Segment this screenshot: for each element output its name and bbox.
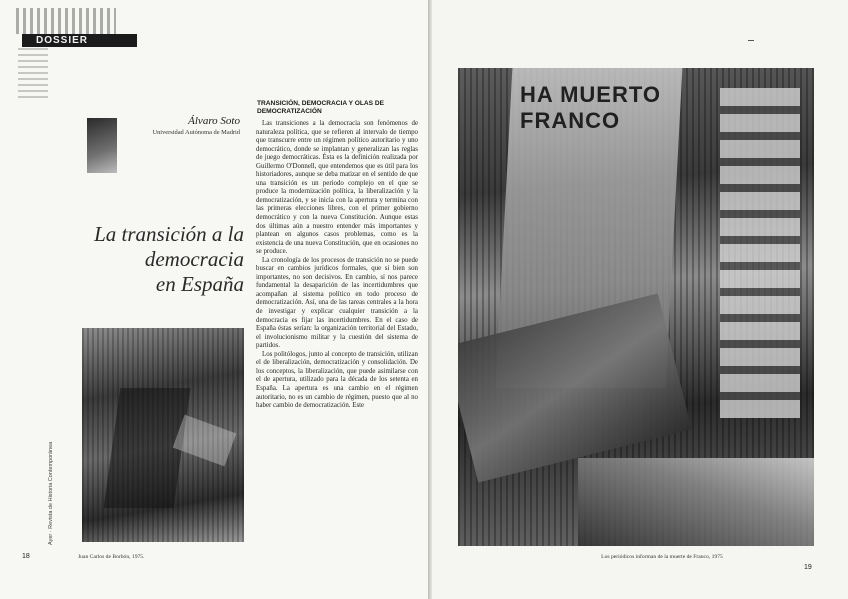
photo-newspaper-rack bbox=[578, 458, 814, 546]
article-title bbox=[60, 222, 244, 297]
title-line: en España bbox=[155, 272, 244, 296]
article-body bbox=[256, 120, 418, 411]
author-affiliation: Universidad Autónoma de Madrid bbox=[152, 129, 240, 136]
scan-noise bbox=[18, 48, 48, 98]
scan-mark bbox=[748, 40, 754, 41]
right-photograph bbox=[458, 68, 814, 546]
photo-highlight bbox=[173, 415, 237, 467]
scan-noise bbox=[16, 8, 116, 34]
page-number-left: 18 bbox=[22, 553, 30, 560]
right-photo-caption: Los periódicos informan de la muerte de Franco, 1975 bbox=[601, 554, 723, 560]
right-page bbox=[432, 0, 848, 599]
paragraph: Los politólogos, junto al concepto de transición, utilizan el de liberalización, democratización y consolidación. De los conceptos, la liberalización, que puede asimilarse con el de apertura, utilizado para la década de los setenta en España. La apertura es una cambio en el régimen autoritario, no es un cambio de régimen, puesto que al no haber cambio de democratización. Este bbox=[256, 350, 418, 410]
page-number-right: 19 bbox=[804, 564, 812, 571]
section-label: DOSSIER bbox=[36, 35, 89, 46]
photo-kiosk-stand bbox=[458, 293, 692, 482]
margin-vertical-text: Ayer · Revista de Historia Contemporánea bbox=[48, 441, 54, 545]
poster-headline: HA MUERTO FRANCO bbox=[520, 82, 661, 133]
author-photo bbox=[87, 118, 117, 173]
paragraph: Las transiciones a la democracia son fenómenos de naturaleza política, que se refieren al intervalo de tiempo que transcurre entre un régimen político autoritario y uno democrático, donde se implantan y generalizan las reglas de juego democráticas. Ésta es la definición realizada por Guillermo O'Donnell, que entendemos que es útil para los historiadores, aunque se deba matizar en el sentido de que una transición es un periodo complejo en el que se produce la modernización política, la liberalización y la democratización, y se inicia con la apertura y termina con las primeras elecciones libres, con el primer gobierno democrático y con la nueva Constitución. Aunque estas dos últimas aún a nuestro entender más importantes y plantean en algunos casos problemas, como es la existencia de una nueva Constitución, que en ocasiones no se produce. bbox=[256, 120, 418, 256]
author-name: Álvaro Soto bbox=[188, 115, 240, 127]
title-line: La transición a la bbox=[94, 222, 244, 246]
photo-newspaper-stack bbox=[720, 88, 800, 418]
paragraph: La cronología de los procesos de transición no se puede buscar en cambios jurídicos formales, que si bien son importantes, no son decisivos. En cambio, sí nos parece fundamental la desaparición de las incertidumbres que acompañan al sistema político en todo proceso de democratización. Así, una de las tareas centrales a la hora de investigar y explicar cualquier transición a la democracia es fijar las incertidumbres. En el caso de España éstas serían: la organización territorial del Estado, el involucionismo militar y la cuestión del sistema de partidos. bbox=[256, 256, 418, 350]
title-line: democracia bbox=[144, 247, 244, 271]
section-heading: TRANSICIÓN, DEMOCRACIA Y OLAS DE DEMOCRATIZACIÓN bbox=[257, 100, 385, 115]
left-photo-caption: Juan Carlos de Borbón, 1975. bbox=[78, 554, 145, 560]
left-photograph bbox=[82, 328, 244, 542]
